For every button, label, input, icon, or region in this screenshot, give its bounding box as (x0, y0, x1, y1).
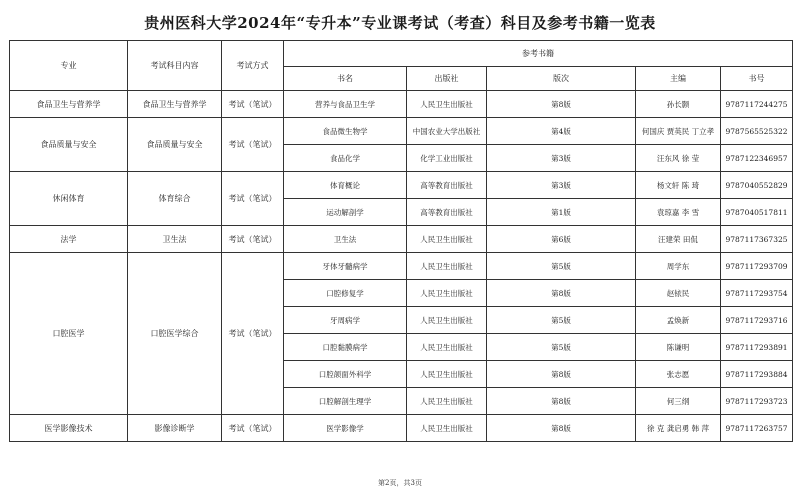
book-name-cell: 口腔颌面外科学 (284, 361, 407, 388)
editor-cell: 何国庆 贾英民 丁立孝 (636, 118, 721, 145)
edition-cell: 第5版 (487, 253, 636, 280)
page-title: 贵州医科大学2024年“专升本”专业课考试（考查）科目及参考书籍一览表 (144, 14, 656, 32)
header-method: 考试方式 (222, 41, 284, 91)
header-major: 专业 (10, 41, 128, 91)
isbn-cell: 9787117293891 (721, 334, 793, 361)
table-row (10, 172, 793, 199)
isbn-cell: 9787565525322 (721, 118, 793, 145)
publisher-cell: 高等教育出版社 (407, 199, 487, 226)
edition-cell: 第8版 (487, 280, 636, 307)
isbn-cell: 9787117293723 (721, 388, 793, 415)
table-row (10, 226, 793, 253)
book-name-cell: 口腔修复学 (284, 280, 407, 307)
edition-cell: 第6版 (487, 226, 636, 253)
isbn-cell: 9787117293754 (721, 280, 793, 307)
subject-cell: 食品卫生与营养学 (128, 91, 222, 118)
header-isbn: 书号 (721, 67, 793, 91)
isbn-cell: 9787117293716 (721, 307, 793, 334)
editor-cell: 何三纲 (636, 388, 721, 415)
header-ref-books: 参考书籍 (284, 41, 793, 67)
book-name-cell: 牙体牙髓病学 (284, 253, 407, 280)
table-row (10, 415, 793, 442)
method-cell: 考试（笔试） (222, 226, 284, 253)
major-cell: 食品质量与安全 (10, 118, 128, 172)
editor-cell: 孙长颢 (636, 91, 721, 118)
table-body (10, 91, 793, 442)
isbn-cell: 9787040552829 (721, 172, 793, 199)
publisher-cell: 人民卫生出版社 (407, 415, 487, 442)
book-name-cell: 口腔解剖生理学 (284, 388, 407, 415)
publisher-cell: 人民卫生出版社 (407, 361, 487, 388)
book-name-cell: 体育概论 (284, 172, 407, 199)
major-cell: 法学 (10, 226, 128, 253)
book-name-cell: 运动解剖学 (284, 199, 407, 226)
book-name-cell: 食品化学 (284, 145, 407, 172)
editor-cell: 陈谦明 (636, 334, 721, 361)
book-name-cell: 口腔黏膜病学 (284, 334, 407, 361)
editor-cell: 张志愿 (636, 361, 721, 388)
publisher-cell: 人民卫生出版社 (407, 334, 487, 361)
edition-cell: 第5版 (487, 307, 636, 334)
table-row (10, 253, 793, 280)
book-name-cell: 牙周病学 (284, 307, 407, 334)
subject-cell: 卫生法 (128, 226, 222, 253)
subject-cell: 影像诊断学 (128, 415, 222, 442)
editor-cell: 孟焕新 (636, 307, 721, 334)
major-cell: 口腔医学 (10, 253, 128, 415)
book-name-cell: 食品微生物学 (284, 118, 407, 145)
method-cell: 考试（笔试） (222, 172, 284, 226)
publisher-cell: 人民卫生出版社 (407, 388, 487, 415)
header-book-name: 书名 (284, 67, 407, 91)
publisher-cell: 人民卫生出版社 (407, 226, 487, 253)
subject-cell: 口腔医学综合 (128, 253, 222, 415)
publisher-cell: 化学工业出版社 (407, 145, 487, 172)
edition-cell: 第4版 (487, 118, 636, 145)
subject-cell: 食品质量与安全 (128, 118, 222, 172)
editor-cell: 汪建荣 田侃 (636, 226, 721, 253)
publisher-cell: 人民卫生出版社 (407, 280, 487, 307)
edition-cell: 第8版 (487, 388, 636, 415)
method-cell: 考试（笔试） (222, 415, 284, 442)
major-cell: 医学影像技术 (10, 415, 128, 442)
edition-cell: 第8版 (487, 415, 636, 442)
header-editor: 主编 (636, 67, 721, 91)
edition-cell: 第5版 (487, 334, 636, 361)
book-name-cell: 卫生法 (284, 226, 407, 253)
subject-cell: 体育综合 (128, 172, 222, 226)
method-cell: 考试（笔试） (222, 253, 284, 415)
edition-cell: 第3版 (487, 145, 636, 172)
editor-cell: 杨文轩 陈 琦 (636, 172, 721, 199)
publisher-cell: 中国农业大学出版社 (407, 118, 487, 145)
major-cell: 休闲体育 (10, 172, 128, 226)
method-cell: 考试（笔试） (222, 118, 284, 172)
method-cell: 考试（笔试） (222, 91, 284, 118)
isbn-cell: 9787117293709 (721, 253, 793, 280)
isbn-cell: 9787117367325 (721, 226, 793, 253)
editor-cell: 徐 克 龚启勇 韩 萍 (636, 415, 721, 442)
publisher-cell: 人民卫生出版社 (407, 91, 487, 118)
book-name-cell: 医学影像学 (284, 415, 407, 442)
header-publisher: 出版社 (407, 67, 487, 91)
major-cell: 食品卫生与营养学 (10, 91, 128, 118)
reference-books-table (9, 40, 793, 442)
editor-cell: 汪东风 徐 莹 (636, 145, 721, 172)
isbn-cell: 9787122346957 (721, 145, 793, 172)
edition-cell: 第1版 (487, 199, 636, 226)
isbn-cell: 9787117263757 (721, 415, 793, 442)
edition-cell: 第3版 (487, 172, 636, 199)
header-subject: 考试科目内容 (128, 41, 222, 91)
edition-cell: 第8版 (487, 91, 636, 118)
publisher-cell: 人民卫生出版社 (407, 253, 487, 280)
edition-cell: 第8版 (487, 361, 636, 388)
publisher-cell: 人民卫生出版社 (407, 307, 487, 334)
editor-cell: 袁琼嘉 李 雪 (636, 199, 721, 226)
isbn-cell: 9787040517811 (721, 199, 793, 226)
page-footer: 第2页，共3页 (378, 479, 422, 487)
isbn-cell: 9787117244275 (721, 91, 793, 118)
table-row (10, 91, 793, 118)
isbn-cell: 9787117293884 (721, 361, 793, 388)
editor-cell: 赵铱民 (636, 280, 721, 307)
table-row (10, 118, 793, 145)
editor-cell: 周学东 (636, 253, 721, 280)
header-edition: 版次 (487, 67, 636, 91)
publisher-cell: 高等教育出版社 (407, 172, 487, 199)
book-name-cell: 营养与食品卫生学 (284, 91, 407, 118)
